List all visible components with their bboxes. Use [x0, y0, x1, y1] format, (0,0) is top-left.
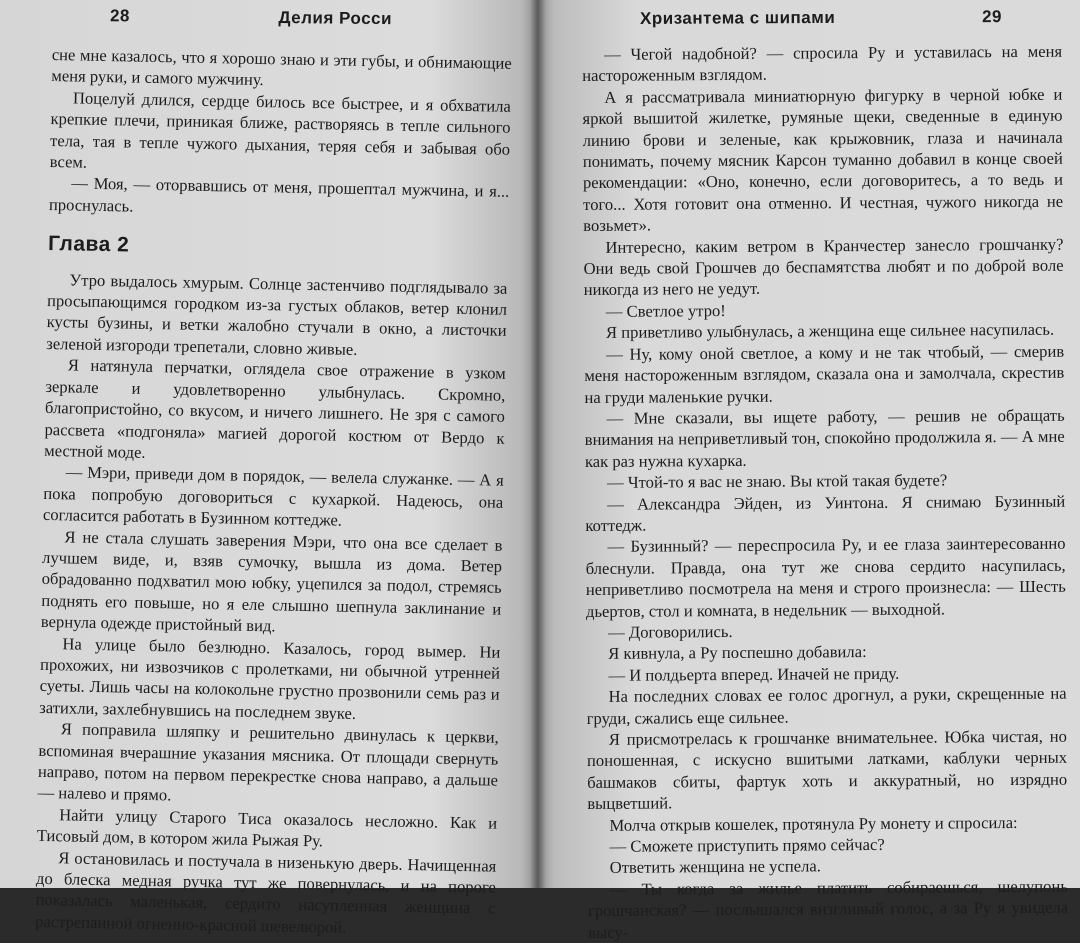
paragraph: Я присмотрелась к грошчанке внимательнее. Юбка чистая, но поношенная, с искусно вшитыми латками, каблуки черных башмаков сбиты, фартук хоть и аккуратный, но изрядно выцветший.	[586, 726, 1068, 814]
paragraph: — Ты когда за жилье платить собираешься, шелупонь грошчанская? — послышался визгливый голос, а за Ру я увидела высу-	[587, 876, 1069, 942]
paragraph: — Сможете приступить прямо сейчас?	[609, 834, 885, 856]
book-title: Хризантема с шипами	[639, 7, 836, 28]
left-page-number: 28	[109, 6, 131, 26]
paragraph: Интересно, каким ветром в Кранчестер занесло грошчанку? Они ведь свой Грошчев до беспамятства любят и по доброй воле никогда из него не уедут.	[583, 234, 1064, 300]
paragraph: Я натянула перчатки, оглядела свое отражение в узком зеркале и удовлетворенно улыбнулась. Скромно, благопристойно, со вкусом, и ничего лишнего. Не зря с самого рассвета «подгоняла» магией дорогой костюм от Вердо к местной моде.	[44, 355, 506, 462]
paragraph: Ответить женщина не успела.	[609, 856, 821, 878]
paragraph: — И полдьерта вперед. Иначей не приду.	[608, 663, 900, 685]
book-spine	[530, 0, 546, 888]
paragraph: — Ну, кому оной светлое, а кому и не так чтобый, — смерив меня настороженным взглядом, сказала она и замолчала, скрестив на груди маленькие ручки.	[584, 341, 1065, 407]
paragraph: — Александра Эйден, из Уинтона. Я снимаю Бузинный коттедж.	[585, 491, 1066, 535]
right-page	[538, 0, 1080, 942]
paragraph: Утро выдалось хмурым. Солнце застенчиво подглядывало за просыпающимся городком из-за густых облаков, ветер клонил кусты бузины, и ветки жалобно стучали в окно, а листочки зеленой изгороди трепетали, словно живые.	[46, 270, 508, 359]
paragraph: Найти улицу Старого Тиса оказалось несложно. Как и Тисовый дом, в котором жила Рыжая Ру.	[36, 805, 498, 851]
paragraph: Я кивнула, а Ру поспешно добавила:	[608, 642, 867, 664]
paragraph: — Договорились.	[608, 621, 733, 642]
paragraph: — Мэри, приведи дом в порядок, — велела служанке. — А я пока попробую договориться с кухаркой. Надеюсь, она согласится работать в Бузинном коттедже.	[42, 462, 504, 530]
right-text-body	[582, 41, 1068, 943]
paragraph: Я не стала слушать заверения Мэри, что она все сделает в лучшем виде, и, взяв сумочку, вышла из дома. Ветер обрадованно подхватил мою юбку, уцепился за подол, стремясь поднять его повыше, но я еле слышно шепнула заклинание и вернула одежде пристойный вид.	[40, 526, 503, 636]
left-running-head	[52, 6, 512, 35]
author-name: Делия Росси	[278, 7, 393, 29]
left-text-after-chapter	[35, 269, 508, 941]
right-running-head	[582, 7, 1062, 34]
left-text-before-chapter	[49, 44, 512, 224]
paragraph: — Бузинный? — переспросила Ру, и ее глаза заинтересованно блеснули. Правда, она тут же снова сердито насупилась, неприветливо посмотрела на меня и строго произнесла: — Шесть дьертов, стол и комната, в недельник — выходной.	[585, 533, 1066, 621]
chapter-title: Глава 2	[47, 232, 130, 257]
paragraph: — Чтой-то я вас не знаю. Вы ктой такая будете?	[606, 470, 948, 492]
paragraph: На последних словах ее голос дрогнул, а руки, скрещенные на груди, сжались еще сильнее.	[586, 683, 1067, 728]
paragraph: сне мне казалось, что я хорошо знаю и эти губы, и обнимающие меня руки, и самого мужчину.	[51, 44, 512, 90]
left-page	[0, 0, 538, 937]
right-page-text	[582, 41, 1068, 943]
paragraph: Я поправила шляпку и решительно двинулась к церкви, вспоминая вчерашние указания мясника. От площади свернуть направо, потом на первом перекрестке снова направо, а дальше — налево и прямо.	[37, 719, 499, 805]
paragraph: — Чегой надобной? — спросила Ру и уставилась на меня настороженным взглядом.	[582, 41, 1063, 86]
paragraph: — Моя, — оторвавшись от меня, прошептал мужчина, и я... проснулась.	[48, 173, 510, 216]
right-page-number: 29	[982, 7, 1003, 27]
paragraph: На улице было безлюдно. Казалось, город вымер. Ни прохожих, ни извозчиков с пролетками, ни обычной утренней суеты. Лишь часы на колокольне грустно прозвонили семь раз и затихли, захлебнувшись на последнем звуке.	[39, 633, 501, 723]
paragraph: — Светлое утро!	[605, 300, 726, 321]
left-page-text	[35, 44, 512, 941]
paragraph: Молча открыв кошелек, протянула Ру монету и спросила:	[609, 812, 1018, 835]
paragraph: Поцелуй длился, сердце билось все быстрее, и я обхватила крепкие плечи, приникая ближе, растворяясь в тепле сильного тела, тая в тепле чужого дыхания, теряя себя и забывая обо всем.	[49, 88, 512, 172]
paragraph: Я остановилась и постучала в низенькую дверь. Начищенная до блеска медная ручка тут же повернулась, и на пороге показалась маленькая, сердито насупленная женщина с растрепанной огненно-красной шевелюрой.	[34, 847, 497, 937]
paragraph: — Мне сказали, вы ищете работу, — решив не обращать внимания на неприветливый тон, спокойно продолжила я. — А мне как раз нужна кухарка.	[584, 405, 1065, 471]
paragraph: А я рассматривала миниатюрную фигурку в черной юбке и яркой вышитой жилетке, румяные щеки, сведенные в единую линию брови и зеленые, как крыжовник, глаза и начинала понимать, почему мясник Карсон туманно добавил в конце своей рекомендации: «Оно, конечно, если договоритесь, а то ведь и того... Хотя готовит она отменно. И честная, чужого никогда не возьмет».	[582, 84, 1064, 236]
paragraph: Я приветливо улыбнулась, а женщина еще сильнее насупилась.	[605, 319, 1055, 343]
